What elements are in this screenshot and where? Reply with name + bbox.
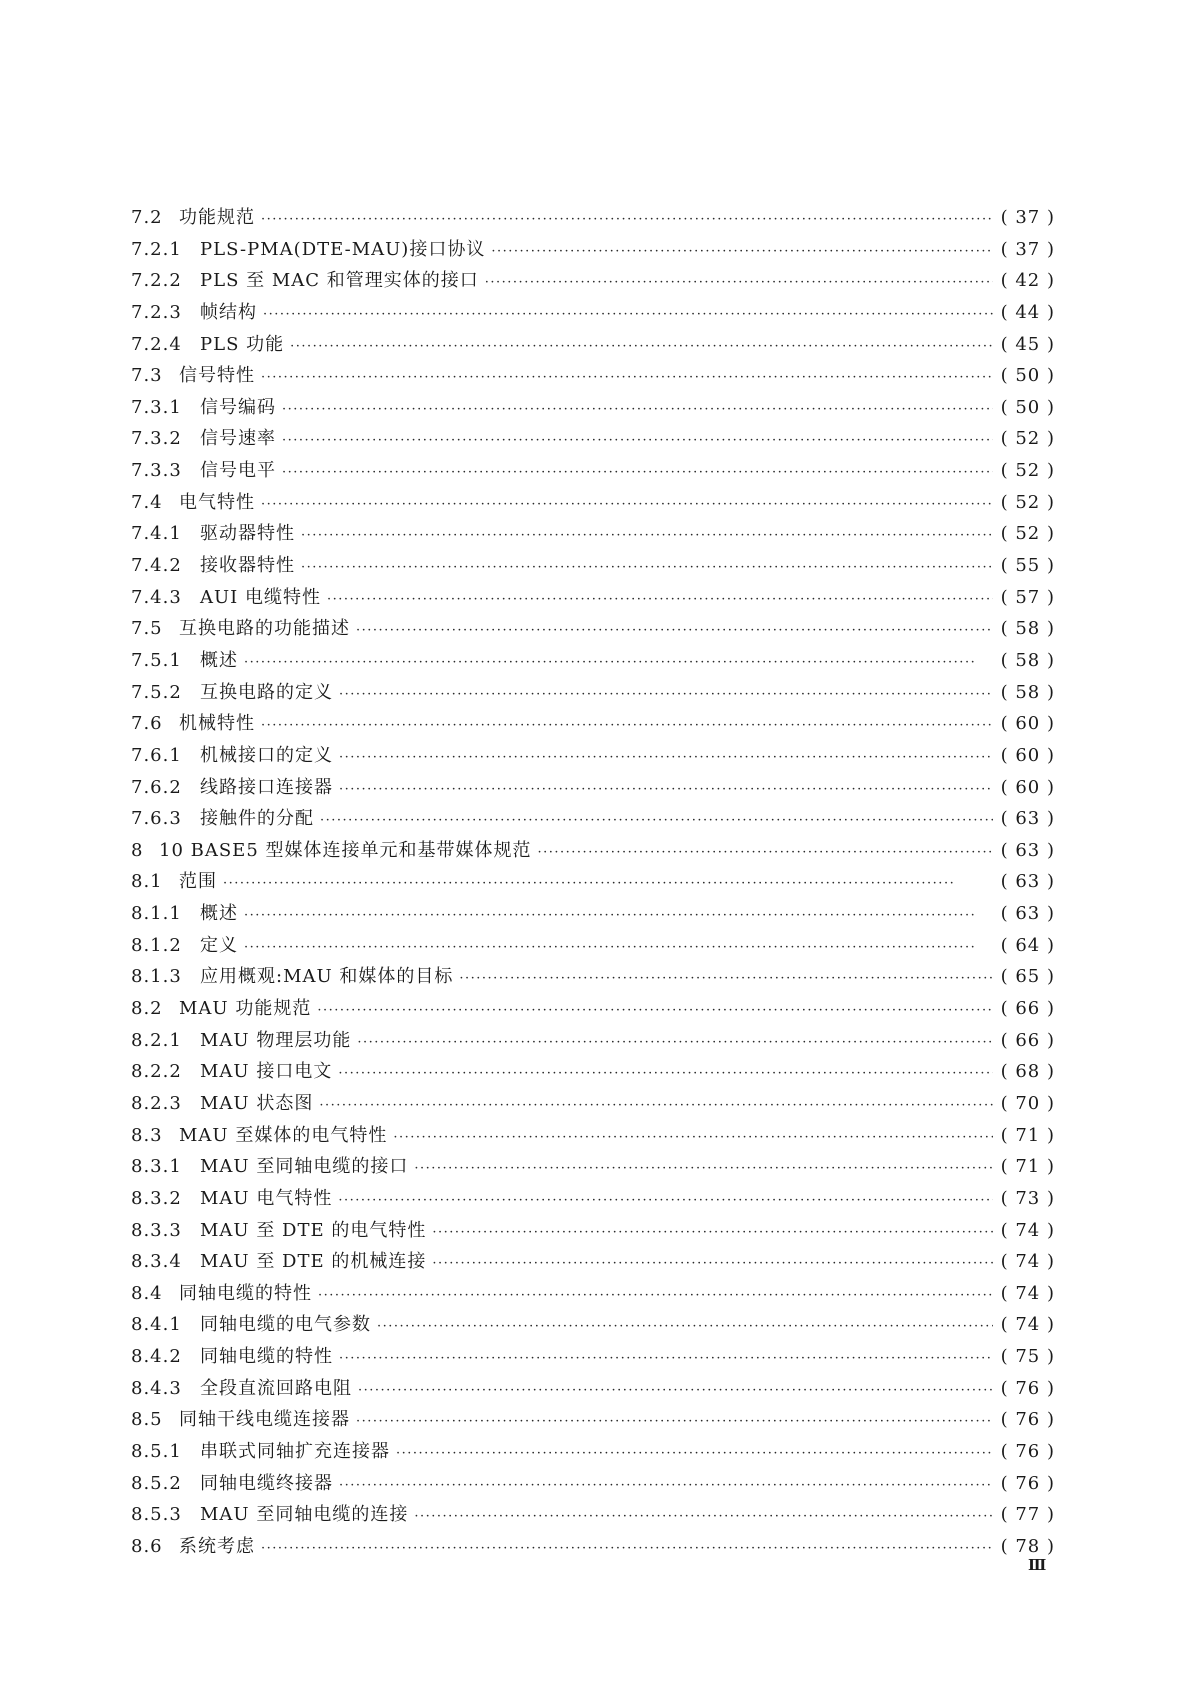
toc-entry [131, 961, 1055, 993]
toc-entry [131, 455, 1055, 487]
toc-entry-page: ( 75 ) [1000, 1346, 1055, 1368]
toc-dot-leader [282, 457, 993, 489]
toc-entry [131, 1278, 1055, 1310]
toc-dot-leader [356, 1406, 993, 1438]
toc-entry-number: 7.4.2 [131, 555, 182, 577]
toc-dot-leader [263, 299, 993, 331]
toc-entry-number: 8.5.2 [131, 1472, 182, 1494]
toc-entry-number: 7.4 [131, 491, 163, 513]
toc-dot-leader [317, 995, 993, 1027]
toc-dot-leader [261, 204, 993, 236]
toc-entry-title: 系统考虑 [179, 1535, 255, 1557]
toc-dot-leader [485, 267, 993, 299]
toc-entry-page: ( 76 ) [1000, 1440, 1055, 1462]
toc-entry [131, 1183, 1055, 1215]
toc-entry-number: 8.6 [131, 1535, 163, 1557]
toc-entry-page: ( 63 ) [1000, 808, 1055, 830]
toc-dot-leader [538, 837, 994, 869]
toc-entry-title: 同轴干线电缆连接器 [179, 1409, 350, 1431]
toc-entry-number: 8.2.1 [131, 1029, 182, 1051]
toc-entry [131, 1151, 1055, 1183]
toc-entry-page: ( 76 ) [1000, 1472, 1055, 1494]
toc-entry [131, 1404, 1055, 1436]
toc-entry-title: 功能规范 [179, 207, 255, 228]
toc-dot-leader [339, 742, 993, 774]
toc-dot-leader [357, 1027, 993, 1059]
toc-dot-leader [459, 963, 993, 995]
toc-entry-title: 同轴电缆的特性 [200, 1346, 333, 1368]
toc-entry-page: ( 60 ) [1000, 713, 1055, 735]
toc-entry [131, 1025, 1055, 1057]
toc-entry-page: ( 78 ) [1000, 1535, 1055, 1557]
toc-entry [131, 1468, 1055, 1500]
toc-entry-title: 接收器特性 [200, 555, 295, 577]
toc-entry-page: ( 37 ) [1000, 207, 1055, 228]
toc-entry-title: 信号特性 [179, 365, 255, 387]
toc-entry-title: MAU 接口电文 [200, 1061, 333, 1083]
toc-entry-number: 7.6.3 [131, 808, 182, 830]
toc-dot-leader [414, 1501, 993, 1533]
toc-entry-page: ( 63 ) [1000, 871, 1055, 893]
toc-entry-title: MAU 至同轴电缆的接口 [200, 1156, 409, 1178]
toc-dot-leader [358, 1375, 993, 1407]
toc-dot-leader [261, 489, 993, 521]
toc-entry [131, 835, 1055, 867]
toc-entry-title: 机械特性 [179, 713, 255, 735]
toc-entry [131, 772, 1055, 804]
toc-entry-number: 7.6.1 [131, 744, 182, 766]
toc-entry-title: 机械接口的定义 [200, 744, 333, 766]
toc-entry-page: ( 50 ) [1000, 365, 1055, 387]
toc-entry [131, 645, 1055, 677]
toc-entry-page: ( 60 ) [1000, 776, 1055, 798]
toc-entry-page: ( 52 ) [1000, 491, 1055, 513]
toc-dot-leader [282, 425, 993, 457]
toc-entry [131, 1056, 1055, 1088]
toc-entry [131, 518, 1055, 550]
toc-entry-number: 8 [131, 839, 144, 861]
toc-dot-leader [396, 1438, 993, 1470]
toc-dot-leader [339, 679, 993, 711]
toc-dot-leader [244, 932, 993, 964]
toc-entry [131, 740, 1055, 772]
toc-entry-number: 7.3.3 [131, 460, 182, 482]
toc-dot-leader [327, 584, 993, 616]
toc-entry [131, 1246, 1055, 1278]
toc-entry [131, 898, 1055, 930]
toc-dot-leader [339, 1470, 993, 1502]
toc-entry-title: 范围 [179, 871, 217, 893]
toc-dot-leader [244, 647, 993, 679]
toc-dot-leader [339, 774, 993, 806]
toc-entry-number: 8.1.1 [131, 903, 182, 925]
toc-entry-number: 7.2.2 [131, 270, 182, 292]
toc-entry [131, 866, 1055, 898]
toc-entry [131, 613, 1055, 645]
toc-entry-page: ( 42 ) [1000, 270, 1055, 292]
toc-entry-title: MAU 至 DTE 的机械连接 [200, 1251, 427, 1273]
toc-entry-page: ( 74 ) [1000, 1251, 1055, 1273]
toc-entry-title: 定义 [200, 934, 238, 956]
toc-entry [131, 1215, 1055, 1247]
toc-entry-page: ( 58 ) [1000, 649, 1055, 671]
toc-entry-page: ( 74 ) [1000, 1219, 1055, 1241]
toc-entry-page: ( 57 ) [1000, 586, 1055, 608]
toc-dot-leader [432, 1217, 993, 1249]
toc-dot-leader [261, 362, 993, 394]
toc-entry-number: 8.1 [131, 871, 163, 893]
toc-entry-number: 7.6.2 [131, 776, 182, 798]
toc-entry-page: ( 76 ) [1000, 1409, 1055, 1431]
toc-entry-number: 8.5.3 [131, 1504, 182, 1526]
toc-entry-number: 8.3.4 [131, 1251, 182, 1273]
toc-entry-title: 帧结构 [200, 301, 257, 323]
toc-entry [131, 582, 1055, 614]
toc-dot-leader [338, 1185, 993, 1217]
toc-entry-page: ( 74 ) [1000, 1282, 1055, 1304]
toc-entry-number: 8.3 [131, 1124, 163, 1146]
toc-dot-leader [393, 1122, 993, 1154]
toc-entry-title: 互换电路的定义 [200, 681, 333, 703]
toc-dot-leader [377, 1311, 993, 1343]
toc-entry-number: 7.3 [131, 365, 163, 387]
toc-entry-number: 8.4.1 [131, 1314, 182, 1336]
toc-entry-title: 信号编码 [200, 396, 276, 418]
toc-entry-title: 全段直流回路电阻 [200, 1377, 352, 1399]
toc-entry-number: 7.4.1 [131, 523, 182, 545]
toc-entry-page: ( 37 ) [1000, 238, 1055, 260]
toc-entry-page: ( 77 ) [1000, 1504, 1055, 1526]
toc-entry-number: 8.2.3 [131, 1092, 182, 1114]
toc-entry [131, 803, 1055, 835]
toc-entry-number: 7.2.1 [131, 238, 182, 260]
toc-entry-title: MAU 至同轴电缆的连接 [200, 1504, 409, 1526]
toc-entry-page: ( 45 ) [1000, 333, 1055, 355]
toc-entry-title: 串联式同轴扩充连接器 [200, 1440, 390, 1462]
toc-entry-number: 7.5.1 [131, 649, 182, 671]
toc-entry-page: ( 64 ) [1000, 934, 1055, 956]
toc-entry [131, 1088, 1055, 1120]
toc-dot-leader [491, 236, 993, 268]
toc-entry-page: ( 71 ) [1000, 1156, 1055, 1178]
toc-entry [131, 487, 1055, 519]
toc-entry-page: ( 66 ) [1000, 1029, 1055, 1051]
toc-entry [131, 1373, 1055, 1405]
toc-entry-number: 7.5 [131, 618, 163, 640]
toc-entry-number: 8.5 [131, 1409, 163, 1431]
toc-entry-title: 同轴电缆的电气参数 [200, 1314, 371, 1336]
toc-entry-title: 同轴电缆终接器 [200, 1472, 333, 1494]
toc-entry [131, 202, 1055, 234]
toc-entry-title: MAU 电气特性 [200, 1187, 333, 1209]
toc-entry [131, 1436, 1055, 1468]
toc-entry-title: MAU 功能规范 [179, 998, 312, 1020]
toc-entry-title: 互换电路的功能描述 [179, 618, 350, 640]
toc-entry-number: 7.3.1 [131, 396, 182, 418]
toc-dot-leader [338, 1058, 993, 1090]
toc-dot-leader [319, 1090, 993, 1122]
toc-entry [131, 930, 1055, 962]
toc-entry-page: ( 65 ) [1000, 966, 1055, 988]
toc-dot-leader [356, 615, 993, 647]
toc-entry-title: 驱动器特性 [200, 523, 295, 545]
toc-dot-leader [432, 1248, 993, 1280]
toc-entry-number: 7.6 [131, 713, 163, 735]
toc-entry-title: MAU 物理层功能 [200, 1029, 352, 1051]
toc-dot-leader [261, 710, 993, 742]
toc-dot-leader [244, 900, 993, 932]
toc-entry-title: 线路接口连接器 [200, 776, 333, 798]
toc-dot-leader [318, 1280, 993, 1312]
toc-entry-page: ( 60 ) [1000, 744, 1055, 766]
toc-entry-title: MAU 状态图 [200, 1092, 314, 1114]
toc-entry [131, 677, 1055, 709]
toc-entry [131, 329, 1055, 361]
toc-entry-number: 7.2.4 [131, 333, 182, 355]
toc-entry-title: PLS 至 MAC 和管理实体的接口 [200, 270, 479, 292]
toc-entry-title: 10 BASE5 型媒体连接单元和基带媒体规范 [159, 839, 532, 861]
toc-entry-title: MAU 至 DTE 的电气特性 [200, 1219, 427, 1241]
page-number: Ⅲ [1028, 1556, 1046, 1574]
toc-entry [131, 1309, 1055, 1341]
toc-entry-page: ( 50 ) [1000, 396, 1055, 418]
toc-entry [131, 360, 1055, 392]
toc-entry-number: 8.3.3 [131, 1219, 182, 1241]
toc-entry [131, 297, 1055, 329]
toc-dot-leader [301, 552, 993, 584]
toc-entry-number: 8.1.2 [131, 934, 182, 956]
toc-entry-page: ( 52 ) [1000, 428, 1055, 450]
toc-entry-title: PLS 功能 [200, 333, 285, 355]
toc-entry [131, 993, 1055, 1025]
toc-entry [131, 423, 1055, 455]
toc-entry-title: 概述 [200, 649, 238, 671]
toc-entry-page: ( 70 ) [1000, 1092, 1055, 1114]
toc-dot-leader [282, 394, 993, 426]
toc-entry [131, 234, 1055, 266]
toc-entry-page: ( 52 ) [1000, 523, 1055, 545]
toc-entry-number: 8.2 [131, 998, 163, 1020]
toc-entry-page: ( 73 ) [1000, 1187, 1055, 1209]
toc-entry-page: ( 52 ) [1000, 460, 1055, 482]
toc-entry-number: 8.5.1 [131, 1440, 182, 1462]
toc-entry [131, 1531, 1055, 1563]
toc-dot-leader [339, 1343, 993, 1375]
toc-entry-number: 7.2.3 [131, 301, 182, 323]
toc-entry-number: 8.3.2 [131, 1187, 182, 1209]
toc-dot-leader [414, 1153, 993, 1185]
toc-entry-page: ( 66 ) [1000, 998, 1055, 1020]
toc-entry-title: 同轴电缆的特性 [179, 1282, 312, 1304]
toc-entry-page: ( 44 ) [1000, 301, 1055, 323]
toc-entry-page: ( 63 ) [1000, 839, 1055, 861]
toc-dot-leader [301, 520, 993, 552]
toc-dot-leader [223, 868, 993, 900]
toc-entry-title: PLS-PMA(DTE-MAU)接口协议 [200, 238, 486, 260]
toc-entry-number: 8.1.3 [131, 966, 182, 988]
toc-entry-number: 8.4.3 [131, 1377, 182, 1399]
toc-entry-title: 应用概观:MAU 和媒体的目标 [200, 966, 454, 988]
toc-entry-page: ( 74 ) [1000, 1314, 1055, 1336]
table-of-contents [131, 202, 1055, 1563]
toc-entry-number: 8.2.2 [131, 1061, 182, 1083]
toc-entry-number: 7.5.2 [131, 681, 182, 703]
toc-entry-page: ( 76 ) [1000, 1377, 1055, 1399]
toc-entry-title: 信号电平 [200, 460, 276, 482]
toc-entry [131, 1341, 1055, 1373]
toc-entry-page: ( 63 ) [1000, 903, 1055, 925]
toc-entry-title: 接触件的分配 [200, 808, 314, 830]
toc-entry-title: 电气特性 [179, 491, 255, 513]
toc-entry-page: ( 71 ) [1000, 1124, 1055, 1146]
toc-entry-number: 7.4.3 [131, 586, 182, 608]
toc-dot-leader [261, 1533, 993, 1565]
toc-dot-leader [290, 331, 993, 363]
toc-entry [131, 1120, 1055, 1152]
toc-entry-title: 概述 [200, 903, 238, 925]
toc-entry-page: ( 58 ) [1000, 681, 1055, 703]
toc-entry-number: 8.4 [131, 1282, 163, 1304]
toc-entry-number: 7.3.2 [131, 428, 182, 450]
toc-entry-page: ( 68 ) [1000, 1061, 1055, 1083]
toc-entry-title: 信号速率 [200, 428, 276, 450]
toc-entry-number: 8.3.1 [131, 1156, 182, 1178]
toc-entry [131, 265, 1055, 297]
toc-entry [131, 708, 1055, 740]
toc-entry-number: 7.2 [131, 207, 163, 228]
toc-entry-page: ( 58 ) [1000, 618, 1055, 640]
toc-entry-title: MAU 至媒体的电气特性 [179, 1124, 388, 1146]
toc-entry [131, 392, 1055, 424]
toc-dot-leader [320, 805, 993, 837]
toc-entry-title: AUI 电缆特性 [200, 586, 322, 608]
toc-entry-page: ( 55 ) [1000, 555, 1055, 577]
toc-entry [131, 1499, 1055, 1531]
toc-entry [131, 550, 1055, 582]
toc-entry-number: 8.4.2 [131, 1346, 182, 1368]
